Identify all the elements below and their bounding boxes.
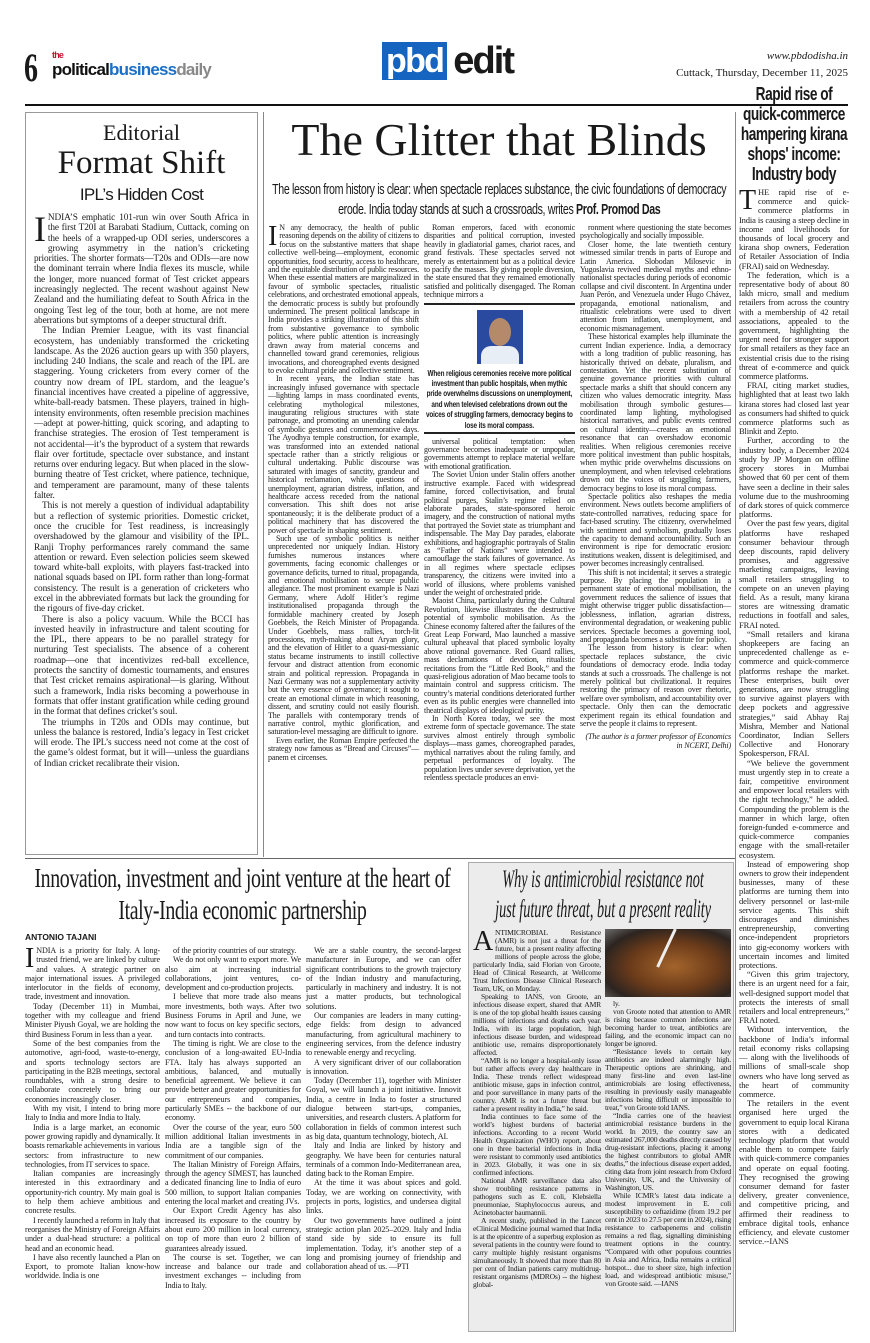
byline: ANTONIO TAJANI bbox=[25, 932, 97, 942]
paragraph: We do not only want to export more. We also aim at increasing industrial collaborations, joint ventures, co-development and co-production projects. bbox=[165, 955, 301, 993]
author-name: Prof. Promod Das bbox=[576, 201, 661, 218]
paragraph: ly. bbox=[613, 999, 620, 1008]
amr-col2-text bbox=[605, 1000, 731, 1288]
petri-dish-photo bbox=[605, 929, 731, 997]
paragraph: I recently launched a reform in Italy that reorganises the Ministry of Foreign Affairs under a dual-head structure: a political head and an economic head. bbox=[25, 1215, 160, 1253]
pull-quote-box bbox=[424, 368, 575, 434]
amr-column-2 bbox=[605, 929, 731, 1288]
section-logo-pbd: pbd bbox=[382, 42, 447, 80]
editorial-label: Editorial bbox=[103, 120, 180, 145]
paragraph: “Given this grim trajectory, there is an urgent need for a fair, well-designed support model that protects the interests of small retailers and local entrepreneurs,” FRAI noted. bbox=[739, 969, 849, 1026]
paragraph: Speaking to IANS, von Groote, an infectious disease expert, shared that AMR is one of the top global health issues causing millions of infections and deaths each year. India, with its large population, high infectious disease burden, and widespread antibiotic use, remains disproportionately affected. bbox=[473, 992, 601, 1057]
paragraph: I have also recently launched a Plan on Export, to promote Italian know-how worldwide. India is one bbox=[25, 1252, 160, 1281]
paragraph: With my visit, I intend to bring more Italy to India and more India to Italy. bbox=[25, 1104, 160, 1123]
page-number: 6 bbox=[24, 45, 38, 90]
paragraph: INDIA’S emphatic 101-run win over South Africa in the first T20I at Barabati Stadium, Cuttack, coming on the heels of a wrapped-up ODI series, underscores a growing asymmetry in the nation’s cricketing priorities. The shorter formats—T20s and ODIs—are now the dominant terrain where India flexes its muscle, while the longer, more nuanced format of Test cricket appears increasingly neglected. The recent washout against New Zealand and the humiliating defeat to South Africa in the ongoing Test leg of the tour, both at home, are not mere aberrations but symptoms of a deeper structural drift. bbox=[34, 209, 249, 326]
paragraph: von Groote noted that attention to AMR is rising because common infections are becoming harder to treat, antibiotics are failing, and the economic impact can no longer be ignored. bbox=[605, 1007, 731, 1048]
paragraph: Closer home, the late twentieth century witnessed similar trends in parts of Europe and Latin America. Slobodan Milosevic in Yugoslavia revived medieval myths and ethno-nationalist spectacles during periods of economic collapse and civil discontent. In Argentina under Juan Perón, and Venezuela under Hugo Chávez, propaganda, emotional nationalism, and ritualistic celebrations were used to divert attention from inflation, unemployment, and economic mismanagement. bbox=[580, 239, 731, 333]
pull-quote: When religious ceremonies receive more political investment than public hospitals, when mythic pride overwhelms discussions on unemployment, and when televised celebrations drown out the voices of struggling farmers, democracy begins to lose its moral compass. bbox=[425, 367, 573, 430]
editorial-body bbox=[34, 209, 249, 769]
section-divider bbox=[25, 858, 735, 859]
paragraph: Today (December 11), together with Minister Goyal, we will launch a joint initiative. Innovit India, a centre in India to foster a structured dialogue between start-ups, companies, universities, and research clusters. A platform for collaboration in fields of common interest such as big data, quantum technology, biotech, AI. bbox=[306, 1076, 461, 1141]
col3-text bbox=[580, 224, 731, 728]
paragraph: In recent years, the Indian state has increasingly infused governance with spectacle—lighting lamps in mass coordinated events, celebrating mythological milestones, inaugurating religious structures with state patronage, and promoting an unending calendar of symbolic gestures and commemorative days. The Ayodhya temple construction, for example, was transformed into an extended national spectacle rather than a strictly religious or cultural undertaking. Public discourse was saturated with images of sanctity, grandeur and historical reclamation, while questions of unemployment, agrarian distress, inflation, and healthcare access receded from the national conversation. This shift does not arise spontaneously; it is the deliberate product of a political machinery that has discovered the power of spectacle in shaping sentiment. bbox=[268, 374, 419, 535]
italy-column-1 bbox=[25, 943, 160, 1281]
amr-article-title bbox=[472, 865, 734, 925]
paragraph: “Resistance levels to certain key antibiotics are indeed alarmingly high. Therapeutic options are shrinking, and many first-line and even last-line antimicrobials are losing effectiveness, resulting in previously easily manageable infections being difficult or impossible to treat,” von Groote told IANS. bbox=[605, 1047, 731, 1112]
column-divider bbox=[263, 112, 264, 857]
col2-bottom bbox=[424, 438, 575, 783]
author-photo bbox=[477, 310, 523, 364]
paragraph: A recent study, published in the Lancet eClinical Medicine journal warned that India is at the epicentre of a superbug explosion as several patients in the country were found to carry multiple highly resistant organisms simultaneously. It showed that more than 80 per cent of Indian patients carry multidrug-resistant organisms (MDROs) -- the highest global- bbox=[473, 1216, 601, 1289]
paragraph: Over the past few years, digital platforms have reshaped consumer behaviour through deep discounts, rapid delivery promises, and aggressive marketing campaigns, leaving small retailers struggling to compete on an uneven playing field. As a result, many kirana stores are witnessing dramatic reductions in footfall and sales, FRAI noted. bbox=[739, 518, 849, 630]
paragraph: “AMR is no longer a hospital-only issue but rather affects every day healthcare in India. These trends reflect widespread antibiotic misuse, gaps in infection control, and poor surveillance in many parts of the country. AMR is not a future threat but rather a present reality in India,” he said. bbox=[473, 1056, 601, 1113]
amr-title-line-1: Why is antimicrobial resistance not bbox=[502, 866, 704, 893]
main-article-standfirst bbox=[272, 180, 726, 220]
paragraph: This is not merely a question of individual adaptability but a reflection of systemic priorities. Domestic cricket, once the crucible for Test readiness, is increasingly overshadowed by the glamour and visibility of the IPL. Ranji Trophy performances rarely command the same attention or reward. Even selection policies seem skewed toward white-ball exploits, with players fast-tracked into national squads based on IPL form rather than long-format consistency. The result is a generation of cricketers who excel in the abbreviated formats but lack the grounding for the rigours of five-day cricket. bbox=[34, 501, 249, 615]
paragraph: FRAI, citing market studies, highlighted that at least two lakh kirana stores had closed last year as consumers had shifted to quick commerce platforms such as Blinkit and Zepto. bbox=[739, 380, 850, 437]
paragraph: This shift is not incidental; it serves a strategic purpose. By placing the population in a permanent state of emotional mobilisation, the government reduces the salience of issues that might otherwise trigger public dissatisfaction—joblessness, inflation, agrarian distress, environmental degradation, or weakening public services. Spectacle becomes a governing tool, and propaganda becomes a substitute for policy. bbox=[580, 567, 731, 644]
paragraph: A very significant driver of our collaboration is innovation. bbox=[306, 1057, 461, 1076]
paragraph: universal political temptation: when governance becomes inadequate or unpopular, governments attempt to replace material welfare with emotional gratification. bbox=[424, 436, 575, 471]
newspaper-logo bbox=[52, 50, 211, 80]
paragraph: “India carries one of the heaviest antimicrobial resistance burdens in the world. In 2019, the country saw an estimated 267,000 deaths directly caused by drug-resistant infections, placing it among the highest contributors to global AMR deaths,” the infectious disease expert added, citing data from joint research from Oxford University, UK, and the University of Washington, US. bbox=[605, 1111, 731, 1192]
paragraph: Over the course of the year, euro 500 million additional Italian investments in India are a tangible sign of the commitment of our companies. bbox=[165, 1122, 301, 1160]
logo-business: business bbox=[109, 60, 177, 79]
paragraph: INDIA is a priority for Italy. A long-trusted friend, we are linked by culture and values. A strategic partner on major international issues. A privileged interlocutor in the fields of economy, trade, investment and innovation. bbox=[25, 943, 160, 1002]
main-article-column-3 bbox=[580, 224, 731, 750]
standfirst-text: The lesson from history is clear: when spectacle replaces substance, the civic foundations of democracy erode. India today stands at such a crossroads, writes bbox=[272, 181, 727, 218]
paragraph: At the time it was about spices and gold. Today, we are working on connectivity, with projects in ports, logistics, and undersea digital links. bbox=[306, 1178, 461, 1216]
paragraph: India continues to face some of the world’s highest burdens of bacterial infections. According to a recent World Health Organization (WHO) report, about one in three bacterial infections in India were resistant to commonly used antibiotics in 2023. Globally, it was one in six confirmed infections. bbox=[473, 1112, 601, 1177]
logo-daily: daily bbox=[176, 60, 212, 79]
paragraph: Without intervention, the backbone of India’s informal retail economy risks collapsing — along with the livelihoods of millions of small-scale shop owners who have long served as the heart of community commerce. bbox=[739, 1024, 849, 1099]
quick-commerce-body bbox=[739, 185, 850, 1247]
paragraph: Such use of symbolic politics is neither unprecedented nor uniquely Indian. History furnishes numerous instances where governments, facing economic challenges or governance deficits, turned to ritual, propaganda, and emotional mobilisation to secure public allegiance. The most prominent example is Nazi Germany, where Adolf Hitler’s regime institutionalised propaganda through the formidable machinery created by Joseph Goebbels, the Reich Minister of Propaganda. Under Goebbels, mass rallies, torch-lit processions, myth-making about Aryan glory, and the elevation of Hitler to a quasi-messianic status became instruments to instill collective fervour and distract attention from economic strain and political repression. Propaganda in Nazi Germany was not a supplementary activity but the very essence of governance; it sought to create an emotional climate in which reasoning, dissent, and scrutiny could not easily flourish. The parallels with contemporary trends of narrative control, mythic glorification, and saturation-level messaging are difficult to ignore. bbox=[268, 534, 419, 737]
italy-column-3 bbox=[306, 946, 461, 1271]
paragraph: Further, according to the industry body, a December 2024 study by JP Morgan on offline grocery stores in Mumbai showed that 60 per cent of them have seen a decline in their sales volume due to the mushrooming of dark stores of quick commerce platforms. bbox=[739, 435, 849, 520]
editorial-box bbox=[25, 112, 258, 855]
main-article-column-2 bbox=[424, 224, 575, 782]
amr-title-line-2: just future threat, but a present reality bbox=[495, 896, 712, 923]
paragraph: “We believe the government must urgently step in to create a fair, competitive environment and empower local retailers with the right technology,” he added. Compounding the problem is the manner in which large, often foreign-funded e-commerce and quick-commerce companies engage with the small-retailer ecosystem. bbox=[739, 757, 849, 860]
italy-article-title: Innovation, investment and joint venture at the heart of Italy-India economic partnership bbox=[34, 863, 451, 925]
paragraph: Some of the best companies from the automotive, agri-food, waste-to-energy, and sports technology sectors are participating in the B2B meetings, sectoral roundtables, with a strong desire to collaborate concretely to bring our economies increasingly closer. bbox=[25, 1038, 160, 1104]
paragraph: Even earlier, the Roman Empire perfected the strategy now famous as “Bread and Circuses”—panem et circenses. bbox=[268, 735, 419, 762]
paragraph: Our companies are leaders in many cutting-edge fields: from design to advanced manufacturing, from agricultural machinery to engineering services, from the defence industry to renewable energy and recycling. bbox=[306, 1011, 461, 1058]
website-url[interactable]: www.pbdodisha.in bbox=[766, 50, 848, 62]
paragraph: The triumphs in T20s and ODIs may continue, but unless the balance is restored, India’s legacy in Test cricket will erode. The IPL’s success need not come at the cost of the game’s oldest format, but it will—unless the guardians of Indian cricket recalibrate their vision. bbox=[34, 717, 249, 769]
paragraph: The course is set. Together, we can increase and balance our trade and investment exchanges -- including from India to Italy. bbox=[165, 1252, 301, 1290]
paragraph: These historical examples help illuminate the current Indian experience. India, a democracy with a long tradition of public reasoning, has historically thrived on debate, pluralism, and contestation. Yet the recent substitution of genuine governance priorities with cultural spectacle marks a shift that should concern any citizen who values democratic integrity. Mass mobilisation through symbolic gestures—coordinated lamp lighting, mythologised historical narratives, and public events centred on cultural identity—creates an emotional resonance that can overshadow economic realities. When religious ceremonies receive more political investment than public hospitals, when mythic pride overwhelms discussions on unemployment, and when televised celebrations drown out the voices of struggling farmers, democracy begins to lose its moral compass. bbox=[580, 332, 731, 493]
paragraph: National AMR surveillance data also show troubling resistance patterns in pathogens such as E. coli, Klebsiella pneumoniae, Staphylococcus aureus, and Acinetobacter baumannii. bbox=[473, 1176, 601, 1217]
col2-top bbox=[424, 224, 575, 300]
quick-commerce-headline: Rapid rise of quick-commerce hampering kirana shops' income: Industry body bbox=[740, 84, 848, 184]
paragraph: India is a large market, an economic power growing rapidly and dynamically. It boasts remarkable achievements in various sectors: from infrastructure to new technologies, from IT services to space. bbox=[25, 1122, 160, 1169]
italy-column-2 bbox=[165, 946, 301, 1290]
paragraph: In North Korea today, we see the most extreme form of spectacle governance. The state survives almost entirely through symbolic displays—mass games, choreographed parades, mythical narratives about the ruling family, and perpetual performances of loyalty. The population lives under severe deprivation, yet the relentless spectacle produces an envi- bbox=[424, 714, 575, 782]
editorial-title: Format Shift bbox=[57, 145, 226, 181]
paragraph: ANTIMICROBIAL Resistance (AMR) is not just a threat for the future, but a present reality affecting millions of people across the globe, particularly India, said Florian von Groote, Head of Clinical Research, at Wellcome Trust Infectious Disease Clinical Research Team, UK, on Monday. bbox=[473, 926, 601, 993]
section-logo bbox=[382, 42, 513, 80]
paragraph: The Italian Ministry of Foreign Affairs, through the agency SIMEST, has launched a dedicated financing line to India of euro 500 million, to support Italian companies entering the local market and creating JVs. bbox=[165, 1159, 301, 1207]
paragraph: “Small retailers and kirana shopkeepers are facing an unprecedented challenge as e-commerce and quick-commerce platforms reshape the market. These enterprises, built over generations, are now struggling to survive against players with deep pockets and aggressive strategies,” said Abhay Raj Mishra, Member and National Coordinator, Indian Sellers Collective and Honorary Spokesperson, FRAI. bbox=[739, 628, 849, 759]
paragraph: We are a stable country, the second-largest manufacturer in Europe, and we can offer significant contributions to the growth trajectory of the Indian industry and manufacturing, particularly in machinery and industry. It is not just a matter products, but technological solutions. bbox=[306, 946, 461, 1011]
paragraph: Roman emperors, faced with economic disparities and political corruption, invested heavily in gladiatorial games, chariot races, and grand festivals. These spectacles served not merely as entertainment but as a political device to pacify the masses. By giving people diversion, the state ensured that they remained emotionally satisfied and politically disengaged. The Roman technique mirrors a bbox=[424, 223, 575, 300]
logo-political: political bbox=[52, 60, 110, 79]
paragraph: The Soviet Union under Stalin offers another instructive example. Faced with widespread famine, forced collectivisation, and brutal political purges, Stalin’s regime relied on elaborate parades, state-sponsored heroic imagery, and the construction of national myths that portrayed the Soviet state as triumphant and indispensable. The May Day parades, elaborate exhibitions, and hagiographic portrayals of Stalin as “Father of Nations” were intended to camouflage the stark failures of governance. As in all regimes where spectacle eclipses transparency, the citizens were invited into a world of illusions, where problems vanished under the weight of orchestrated pride. bbox=[424, 470, 575, 597]
paragraph: THE rapid rise of e-commerce and quick-commerce platforms in India is causing a steep decline in income and livelihoods for thousands of local grocery and kirana shop owners, Federation of Retailer Association of India (FRAI) said on Wednesday. bbox=[739, 185, 849, 271]
paragraph: While ICMR’s latest data indicate a modest improvement in E. coli susceptibility to ceftazidime (from 19.2 per cent in 2023 to 27.5 per cent in 2024), rising resistance to carbapenems and colistin remains a red flag, signalling diminishing treatment options in the country. “Compared with other populous countries in Asia and Africa, India remains a critical hotspot... due to sheer size, high infection load, and widespread antibiotic misuse,” von Groote said. —IANS bbox=[605, 1191, 731, 1288]
paragraph: of the priority countries of our strategy. bbox=[173, 946, 297, 955]
paragraph: Instead of empowering shop owners to grow their independent businesses, many of these platforms are turning them into delivery personnel or last-mile service agents. This shift discourages and diminishes entrepreneurship, converting once-independent proprietors into gig-economy workers with uncertain incomes and limited protections. bbox=[739, 858, 849, 971]
editorial-subtitle: IPL’s Hidden Cost bbox=[79, 185, 204, 204]
paragraph: Italian companies are increasingly interested in this extraordinary and opportunity-rich country. My main goal is to help them achieve ambitious and concrete results. bbox=[25, 1169, 160, 1216]
amr-column-1 bbox=[473, 926, 601, 1289]
paragraph: The Indian Premier League, with its vast financial ecosystem, has undeniably transformed the cricketing landscape. As the 2026 auction gears up with 350 players, including 240 Indians, the scale and reach of the IPL are staggering. Young cricketers from every corner of the country now dream of IPL stardom, and the league’s financial incentives have created a pipeline of aggressive, white-ball-ready batsmen. These players, trained in high-intensity environments, often resemble precision machines—adept at power-hitting, quick scoring, and adapting to franchise strategies. The erosion of Test temperament is not accidental—it’s the byproduct of a system that rewards flair over fortitude, spectacle over substance, and instant returns over enduring legacy. But when placed in the slow-burning theatre of Test cricket, where patience, technique, and temperament are paramount, many of these talents falter. bbox=[34, 326, 249, 502]
dateline: Cuttack, Thursday, December 11, 2025 bbox=[676, 67, 848, 79]
main-article-column-1 bbox=[268, 221, 419, 762]
column-divider bbox=[735, 112, 736, 1332]
paragraph: ronment where questioning the state becomes psychologically and socially impossible. bbox=[580, 223, 731, 241]
paragraph: Spectacle politics also reshapes the media environment. News outlets become amplifiers of state-controlled narratives, reducing space for fact-based scrutiny. The citizenry, overwhelmed with sentiment and symbolism, gradually loses the capacity to demand accountability. Such an environment is ripe for democratic erosion: institutions weaken, dissent is delegitimised, and power becomes increasingly centralised. bbox=[580, 492, 731, 569]
paragraph: The federation, which is a representative body of about 80 lakh micro, small and medium retailers from across the country with a membership of 42 retail associations, appealed to the government, highlighting the urgent need for stronger support for small retailers as they face an existential crisis due to the rising threat of e-commerce and quick commerce platforms. bbox=[739, 269, 849, 382]
paragraph: There is also a policy vacuum. While the BCCI has invested heavily in infrastructure and talent scouting for the IPL, there appears to be no parallel strategy for nurturing Test specialists. The absence of a coherent roadmap—one that incentivizes red-ball excellence, protects the sanctity of domestic tournaments, and ensures that Test cricket remains aspirational—is glaring. Without such a framework, India risks becoming a powerhouse in formats that offer instant gratification while ceding ground in the format that defines cricket’s soul. bbox=[34, 614, 249, 718]
amr-article-box bbox=[468, 862, 734, 1332]
quick-commerce-headline-box bbox=[740, 84, 848, 184]
masthead-rule bbox=[25, 104, 848, 106]
main-article-title: The Glitter that Blinds bbox=[291, 114, 707, 165]
paragraph: I believe that more trade also means more investments, both ways. After two Business Forums in April and June, we now want to focus on key specific sectors, and turn contacts into contracts. bbox=[165, 992, 301, 1039]
paragraph: Our two governments have outlined a joint strategic action plan 2025–2029. Italy and India stand side by side to ensure its full implementation. Today, it’s another step of a long and promising journey of friendship and collaboration ahead of us. —PTI bbox=[306, 1215, 461, 1272]
rule bbox=[424, 303, 575, 305]
paragraph: The lesson from history is clear: when spectacle replaces substance, the civic foundations of democracy erode. India today stands at such a crossroads. The challenge is not merely political but civilizational. It requires restoring the primacy of reason over rhetoric, welfare over symbolism, and accountability over spectacle. Only then can the democratic experiment regain its ethical foundation and serve the people it claims to represent. bbox=[580, 643, 731, 728]
author-note: (The author is a former professor of Economics in NCERT, Delhi) bbox=[585, 732, 731, 750]
paragraph: IN any democracy, the health of public reasoning depends on the ability of citizens to focus on the substantive matters that shape collective well-being—employment, economic opportunities, food security, access to healthcare, and the equitable distribution of public resources. When these essential matters are marginalized in favour of symbolic spectacles, ritualistic celebrations, and orchestrated emotional appeals, the democratic process is subtly but profoundly undermined. The present political landscape in India provides a striking illustration of this shift from substantive governance to symbolic politics, where public attention is increasingly drawn away from material concerns and channelled toward grand ceremonies, religious invocations, and choreographed events designed to evoke cultural pride and collective sentiment. bbox=[268, 221, 419, 375]
paragraph: Maoist China, particularly during the Cultural Revolution, likewise illustrates the destructive potential of symbolic mobilisation. As the Chinese economy faltered after the failures of the Great Leap Forward, Mao launched a massive cultural upheaval that placed symbolic loyalty above rational governance. Red Guard rallies, mass declamations of devotion, ritualistic recitations from the “Little Red Book,” and the quasi-religious adoration of Mao became tools to maintain control and suppress criticism. The country’s material conditions deteriorated further even as its public energies were channelled into theatrical displays of ideological purity. bbox=[424, 596, 575, 715]
section-name: edit bbox=[453, 40, 514, 82]
paragraph: Our Export Credit Agency has also increased its exposure to the country by about euro 200 million in local currency, on top of more than euro 2 billion of guarantees already issued. bbox=[165, 1206, 301, 1253]
paragraph: Today (December 11) in Mumbai, together with my colleague and friend Minister Piyush Goyal, we are holding the third Business Forum in less than a year. bbox=[25, 1001, 160, 1039]
logo-the: the bbox=[52, 50, 64, 60]
paragraph: The retailers in the event organised here urged the government to equip local Kirana stores with a dedicated technology platform that would enable them to compete fairly with quick-commerce companies and operate on equal footing. They recognised the growing consumer demand for faster delivery, greater convenience, and competitive pricing, and affirmed their readiness to embrace digital tools, enhance efficiency, and elevate customer service.--IANS bbox=[739, 1098, 849, 1247]
paragraph: The timing is right. We are close to the conclusion of a long-awaited EU-India FTA. Italy has always supported an ambitious, balanced, and mutually beneficial agreement. We believe it can provide better and greater opportunities for our entrepreneurs and companies, particularly SMEs -- the backbone of our economy. bbox=[165, 1038, 301, 1123]
paragraph: Italy and India are linked by history and geography. We have been for centuries natural terminals of a common Indo-Mediterranean area, dating back to the Roman Empire. bbox=[306, 1141, 461, 1179]
